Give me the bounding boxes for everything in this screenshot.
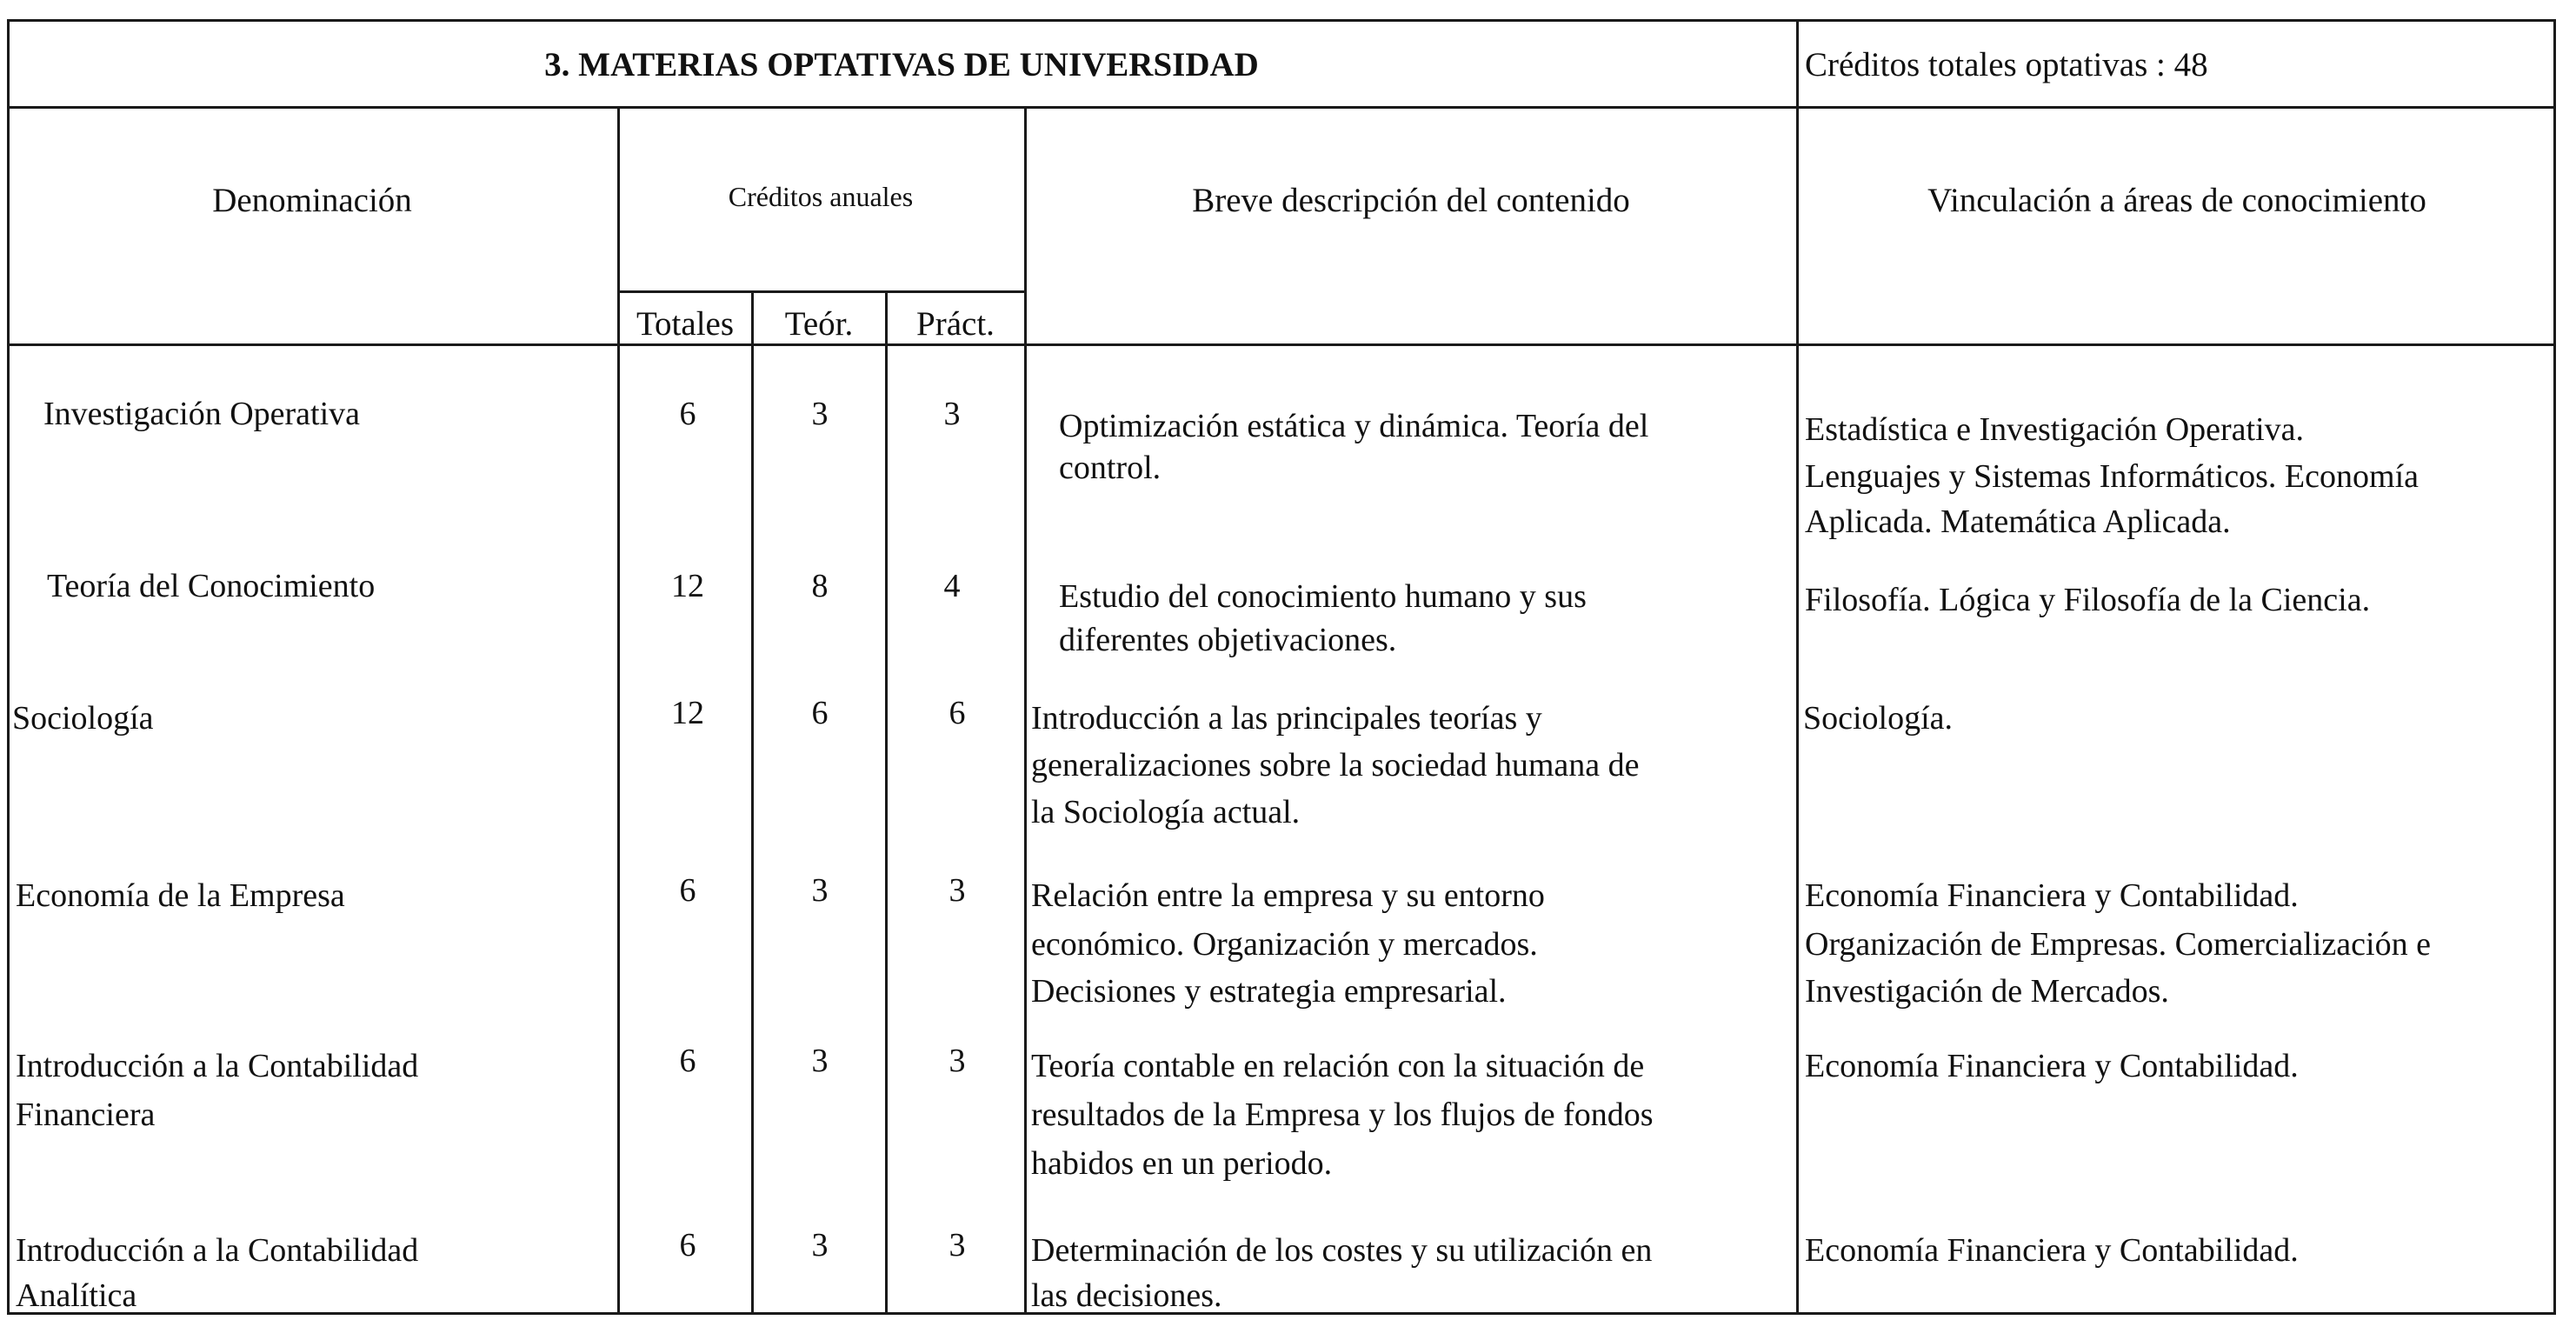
- row-3-teor: 6: [811, 695, 829, 731]
- row-1-vinculacion-line-1: Estadística e Investigación Operativa.: [1805, 411, 2305, 448]
- header-divider: [7, 106, 2556, 109]
- col-header-denominacion: Denominación: [212, 182, 412, 219]
- row-2-denominacion: Teoría del Conocimiento: [47, 568, 376, 604]
- row-6-descripcion-line-2: las decisiones.: [1031, 1277, 1222, 1314]
- row-4-vinculacion-line-1: Economía Financiera y Contabilidad.: [1805, 877, 2299, 914]
- col-divider-creditos: [1024, 106, 1027, 1315]
- row-4-pract: 3: [949, 872, 966, 909]
- table-title: 3. MATERIAS OPTATIVAS DE UNIVERSIDAD: [544, 46, 1259, 83]
- col-divider-teor: [885, 290, 888, 1315]
- row-3-pract: 6: [949, 695, 966, 731]
- col-header-descripcion: Breve descripción del contenido: [1192, 182, 1630, 219]
- row-4-vinculacion-line-3: Investigación de Mercados.: [1805, 973, 2169, 1010]
- row-6-denominacion-line-1: Introducción a la Contabilidad: [16, 1232, 419, 1269]
- row-6-pract: 3: [949, 1227, 966, 1263]
- row-5-vinculacion-line-1: Economía Financiera y Contabilidad.: [1805, 1048, 2299, 1084]
- col-header-creditos-anuales: Créditos anuales: [728, 181, 914, 212]
- row-1-teor: 3: [811, 396, 829, 432]
- row-1-descripcion-line-1: Optimización estática y dinámica. Teoría del: [1059, 408, 1649, 444]
- row-5-denominacion-line-2: Financiera: [16, 1097, 156, 1133]
- total-credits-label: Créditos totales optativas : 48: [1805, 46, 2208, 83]
- row-2-descripcion-line-2: diferentes objetivaciones.: [1059, 622, 1397, 658]
- row-4-descripcion-line-3: Decisiones y estrategia empresarial.: [1031, 973, 1507, 1010]
- row-3-denominacion: Sociología: [12, 700, 154, 737]
- col-header-totales: Totales: [636, 305, 735, 343]
- col-header-pract: Práct.: [916, 305, 995, 343]
- row-4-descripcion-line-1: Relación entre la empresa y su entorno: [1031, 877, 1545, 914]
- row-5-pract: 3: [949, 1043, 966, 1079]
- row-3-vinculacion-line-1: Sociología.: [1803, 700, 1954, 737]
- row-5-totales: 6: [679, 1043, 696, 1079]
- row-4-descripcion-line-2: económico. Organización y mercados.: [1031, 926, 1538, 963]
- row-1-vinculacion-line-3: Aplicada. Matemática Aplicada.: [1805, 503, 2231, 540]
- row-2-vinculacion-line-1: Filosofía. Lógica y Filosofía de la Ciencia.: [1805, 582, 2371, 618]
- row-4-vinculacion-line-2: Organización de Empresas. Comercialización e: [1805, 926, 2431, 963]
- col-divider-totales: [751, 290, 754, 1315]
- subheader-divider: [617, 290, 1024, 293]
- row-6-denominacion-line-2: Analítica: [16, 1277, 137, 1314]
- row-5-descripcion-line-2: resultados de la Empresa y los flujos de fondos: [1031, 1097, 1654, 1133]
- col-divider-denominacion: [617, 106, 620, 1315]
- row-3-totales: 12: [671, 695, 704, 731]
- row-6-totales: 6: [679, 1227, 696, 1263]
- row-4-totales: 6: [679, 872, 696, 909]
- row-2-pract: 4: [943, 568, 961, 604]
- row-3-descripcion-line-3: la Sociología actual.: [1031, 794, 1301, 830]
- row-6-teor: 3: [811, 1227, 829, 1263]
- col-header-teor: Teór.: [784, 305, 854, 343]
- row-6-vinculacion-line-1: Economía Financiera y Contabilidad.: [1805, 1232, 2299, 1269]
- row-1-descripcion-line-2: control.: [1059, 450, 1162, 486]
- row-5-denominacion-line-1: Introducción a la Contabilidad: [16, 1048, 419, 1084]
- row-1-denominacion: Investigación Operativa: [43, 396, 361, 432]
- row-1-totales: 6: [679, 396, 696, 432]
- row-6-descripcion-line-1: Determinación de los costes y su utilización en: [1031, 1232, 1653, 1269]
- body-divider: [7, 343, 2556, 346]
- row-4-teor: 3: [811, 872, 829, 909]
- row-2-teor: 8: [811, 568, 829, 604]
- row-5-descripcion-line-1: Teoría contable en relación con la situación de: [1031, 1048, 1645, 1084]
- row-2-totales: 12: [671, 568, 704, 604]
- row-5-descripcion-line-3: habidos en un periodo.: [1031, 1145, 1333, 1182]
- row-4-denominacion: Economía de la Empresa: [16, 877, 345, 914]
- row-1-vinculacion-line-2: Lenguajes y Sistemas Informáticos. Economía: [1805, 458, 2419, 495]
- row-5-teor: 3: [811, 1043, 829, 1079]
- row-2-descripcion-line-1: Estudio del conocimiento humano y sus: [1059, 578, 1587, 615]
- row-3-descripcion-line-2: generalizaciones sobre la sociedad humana de: [1031, 747, 1640, 783]
- row-3-descripcion-line-1: Introducción a las principales teorías y: [1031, 700, 1542, 737]
- col-header-vinculacion: Vinculación a áreas de conocimiento: [1927, 182, 2426, 219]
- row-1-pract: 3: [943, 396, 961, 432]
